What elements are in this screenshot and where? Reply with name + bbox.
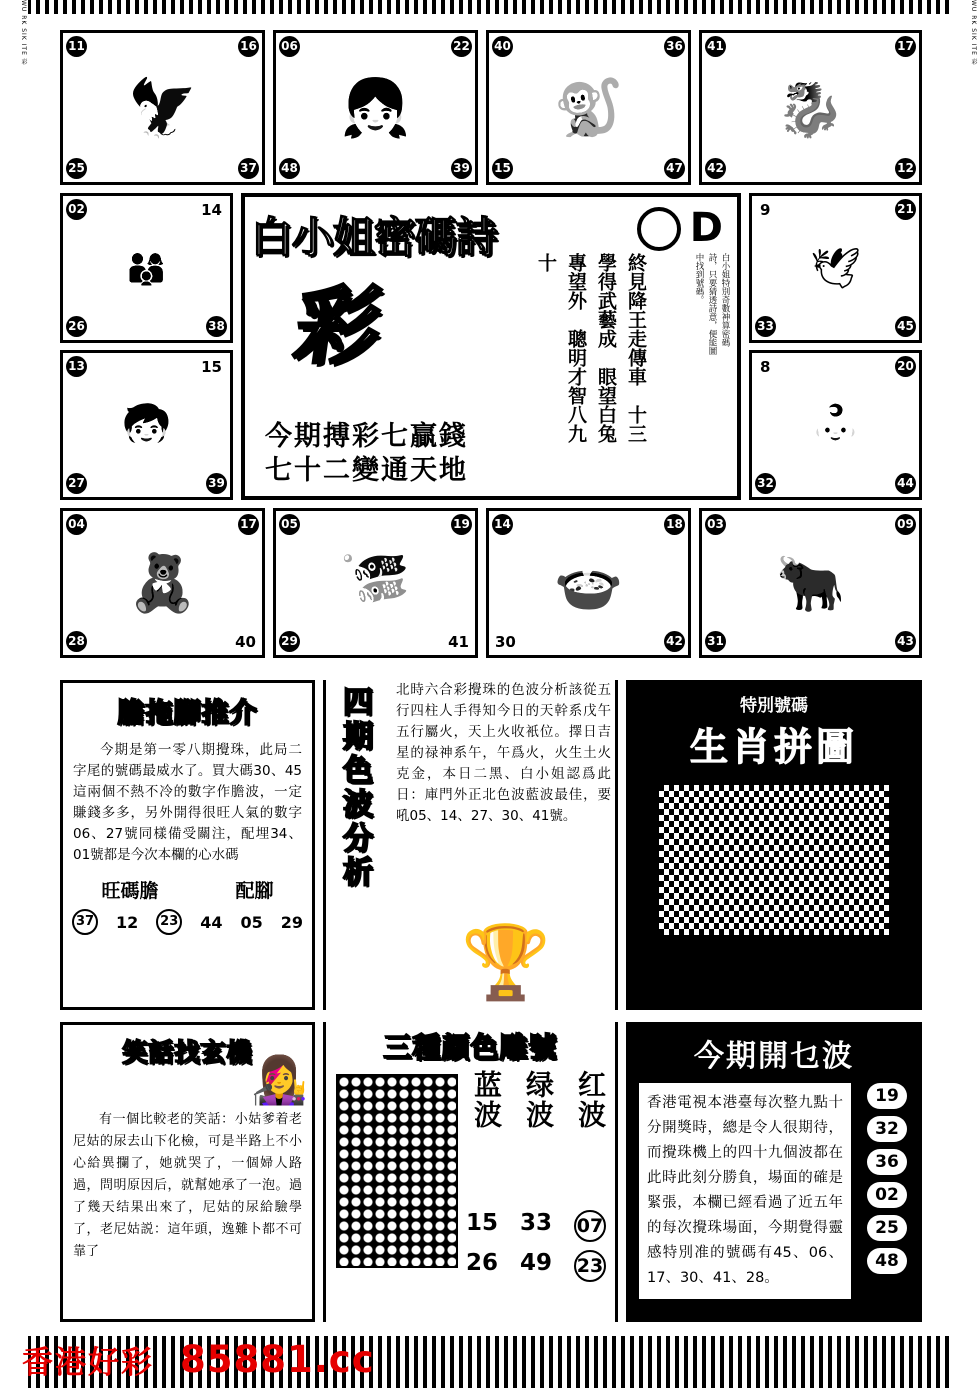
masthead-big-character: 彩: [289, 277, 387, 375]
cell-artwork: 👶: [810, 402, 861, 449]
kai-bo-number: 19: [867, 1083, 907, 1109]
cell-number-bottom-left: 15: [492, 158, 513, 179]
picture-cell: [486, 508, 691, 658]
cell-number-bottom-right: 39: [451, 158, 472, 179]
cell-number-top-right: 19: [451, 514, 472, 535]
cell-number-bottom-left: 27: [66, 473, 87, 494]
san-zhong-title: 三種顏色雕號: [383, 1031, 558, 1064]
masthead-slogan-line2: 七十二變通天地: [265, 455, 468, 486]
cell-artwork: 🐉: [775, 75, 846, 141]
page-content: [60, 30, 922, 1330]
circle-decoration-icon: [637, 207, 681, 251]
color-label-green: 绿波: [522, 1070, 555, 1130]
cell-number-top-left: 14: [492, 514, 513, 535]
kai-bo-number: 48: [867, 1248, 907, 1274]
cell-artwork: 🐒: [553, 75, 624, 141]
dan-tuo-panel: [60, 680, 315, 1010]
cell-number-top-right: 36: [664, 36, 685, 57]
cell-number-bottom-left: 33: [755, 316, 776, 337]
cell-number-bottom-right: 37: [238, 158, 259, 179]
zodiac-puzzle-image: [659, 785, 889, 935]
right-side-pattern-text: WU RK SIK ITE 彩: [950, 0, 978, 1388]
footer: [22, 1332, 962, 1386]
se-bo-body: 北時六合彩攪珠的色波分析該從五行四柱人手得知今日的天幹系戊午五行屬火，天上火收衹位。擇日吉星的禄神系午，午爲火，火生土火克金，本日二黑、白小姐認爲此日：庫門外正北色波藍波最佳，要吼05、14、27、30、41號。: [396, 682, 611, 824]
cell-number-top-left: 41: [705, 36, 726, 57]
color-value-green: 49: [520, 1250, 553, 1276]
picture-cell: [60, 350, 233, 500]
color-value-red: 07: [574, 1210, 606, 1242]
picture-cell: [486, 30, 691, 185]
cell-number-top-right: 22: [451, 36, 472, 57]
cell-artwork: 🧸: [127, 551, 198, 616]
cell-artwork: 👧: [340, 75, 411, 141]
cell-number-bottom-left: 42: [705, 158, 726, 179]
cell-artwork: 🧒: [121, 402, 172, 449]
kai-bo-number: 36: [867, 1149, 907, 1175]
cell-number-top-left: 9: [760, 201, 771, 219]
se-bo-panel: [323, 680, 618, 1010]
dan-tuo-label-left: 旺碼膽: [101, 880, 159, 902]
color-value-green: 33: [520, 1210, 553, 1236]
cell-artwork: 🕊: [810, 245, 861, 292]
picture-cell: [749, 193, 922, 343]
cell-number-top-right: 14: [201, 201, 222, 219]
dan-tuo-number: 12: [115, 912, 139, 932]
cell-number-bottom-right: 38: [206, 316, 227, 337]
footer-url: 85881.cc: [180, 1337, 375, 1381]
color-value-blue: 15: [466, 1210, 499, 1236]
cell-number-bottom-right: 42: [664, 631, 685, 652]
masthead-d-letter: D: [689, 205, 723, 251]
masthead-slogan: [265, 420, 468, 488]
cell-number-bottom-left: 28: [66, 631, 87, 652]
xiao-hua-title: 笑話找玄機: [122, 1038, 253, 1067]
cell-number-bottom-left: 30: [495, 633, 516, 651]
sheng-xiao-title: 生肖拼圖: [689, 725, 858, 769]
cell-number-top-right: 16: [238, 36, 259, 57]
dan-tuo-number: 44: [200, 912, 223, 932]
cell-number-top-left: 11: [66, 36, 87, 57]
cell-number-bottom-left: 48: [279, 158, 300, 179]
cell-number-bottom-left: 32: [755, 473, 776, 494]
sheng-xiao-subtitle: 特別號碼: [740, 696, 808, 716]
cell-number-top-left: 02: [66, 199, 87, 220]
se-bo-vertical-title: 四期色波分析: [337, 686, 372, 890]
footer-site-name: 香港好彩: [22, 1344, 154, 1381]
masthead-title: 白小姐密碼詩: [251, 213, 498, 262]
color-label-red: 红波: [574, 1070, 607, 1130]
kai-bo-number: 02: [867, 1182, 907, 1208]
dan-tuo-title: 膽拖腳推介: [117, 698, 258, 729]
masthead-banner: [241, 193, 741, 500]
color-label-blue: 蓝波: [470, 1070, 503, 1130]
masthead-verse: 終見降王走傳車 十三學得武藝成 眼望白兔專望外 聰明才智八九十: [535, 253, 647, 443]
dan-tuo-number: 37: [72, 909, 98, 935]
kai-bo-number: 32: [867, 1116, 907, 1142]
cell-number-bottom-left: 29: [279, 631, 300, 652]
cell-number-bottom-right: 43: [895, 631, 916, 652]
kai-bo-number: 25: [867, 1215, 907, 1241]
cell-number-bottom-left: 26: [66, 316, 87, 337]
dan-tuo-number: 29: [280, 912, 303, 932]
cell-artwork: 🍲: [553, 551, 624, 616]
cell-number-bottom-right: 40: [235, 633, 256, 651]
picture-cell: [699, 30, 922, 185]
cell-number-top-right: 18: [664, 514, 685, 535]
picture-cell: [60, 193, 233, 343]
sheng-xiao-panel: [626, 680, 922, 1010]
dan-tuo-label-right: 配腳: [235, 880, 274, 902]
picture-cell: [749, 350, 922, 500]
san-zhong-panel: [323, 1022, 618, 1322]
trophy-icon: 🏆: [461, 920, 551, 1004]
dan-tuo-body: 今期是第一零八期攪珠，此局二字尾的號碼最威水了。買大碼30、45這兩個不熱不冷的數字作膽波，一定賺錢多多，另外開得很旺人氣的數字06、27號同樣備受關注，配埋34、01號都是今次本欄的心水碼: [73, 742, 302, 863]
reporter-icon: 👩‍🎤: [250, 1053, 308, 1107]
dan-tuo-number: 05: [240, 912, 263, 932]
xiao-hua-panel: [60, 1022, 315, 1322]
cell-number-bottom-right: 47: [664, 158, 685, 179]
lottery-balls-image: [336, 1074, 458, 1268]
cell-number-bottom-left: 31: [705, 631, 726, 652]
cell-number-top-right: 17: [895, 36, 916, 57]
cell-number-top-right: 20: [895, 356, 916, 377]
cell-number-top-left: 8: [760, 358, 771, 376]
cell-artwork: 🐂: [775, 551, 846, 616]
picture-cell: [273, 30, 478, 185]
kai-bo-title: 今期開乜波: [694, 1039, 854, 1074]
picture-cell: [699, 508, 922, 658]
cell-number-top-left: 40: [492, 36, 513, 57]
color-value-red: 23: [574, 1250, 606, 1282]
kai-bo-panel: [626, 1022, 922, 1322]
cell-artwork: 👨‍👩‍👦: [121, 245, 172, 292]
cell-number-top-left: 13: [66, 356, 87, 377]
cell-number-top-left: 03: [705, 514, 726, 535]
dan-tuo-number: 23: [156, 909, 182, 935]
cell-number-bottom-right: 39: [206, 473, 227, 494]
cell-number-top-left: 05: [279, 514, 300, 535]
cell-number-bottom-right: 44: [895, 473, 916, 494]
cell-number-bottom-right: 12: [895, 158, 916, 179]
cell-artwork: 🦅: [127, 75, 198, 141]
cell-number-top-left: 06: [279, 36, 300, 57]
cell-number-top-right: 15: [201, 358, 222, 376]
masthead-slogan-line1: 今期搏彩七贏錢: [265, 421, 468, 452]
xiao-hua-body: 有一個比較老的笑話：小姑爹着老尼姑的尿去山下化檢，可是半路上不小心給異攔了，她就哭了，一個婦人路過，問明原因后，就幫她承了一泡。過了幾天结果出來了，尼姑的尿給驗學了，老尼姑説：這年頭，逸難卜都不可靠了: [73, 1112, 302, 1259]
cell-number-bottom-right: 41: [448, 633, 469, 651]
color-value-blue: 26: [466, 1250, 499, 1276]
kai-bo-body: 香港電視本港臺每次整九點十分開獎時，總是令人很期待，而攪珠機上的四十九個波都在此時此刻分勝負，場面的確是緊張，本欄已經看過了近五年的每次攪珠場面，今期覺得靈感特別准的號碼有45、06、17、30、41、28。: [639, 1083, 851, 1299]
cell-number-top-right: 09: [895, 514, 916, 535]
masthead-note: 白小姐特別奇數神算密碼詩，只要猜透詩意，便能圖中找到號碼。: [694, 253, 730, 355]
cell-number-bottom-right: 45: [895, 316, 916, 337]
cell-number-bottom-left: 25: [66, 158, 87, 179]
cell-number-top-right: 17: [238, 514, 259, 535]
cell-artwork: 🎏: [340, 551, 411, 616]
cell-number-top-left: 04: [66, 514, 87, 535]
picture-cell: [273, 508, 478, 658]
cell-number-top-right: 21: [895, 199, 916, 220]
picture-cell: [60, 508, 265, 658]
left-side-pattern-text: WU RK SIK ITE 彩: [0, 0, 28, 1388]
picture-cell: [60, 30, 265, 185]
